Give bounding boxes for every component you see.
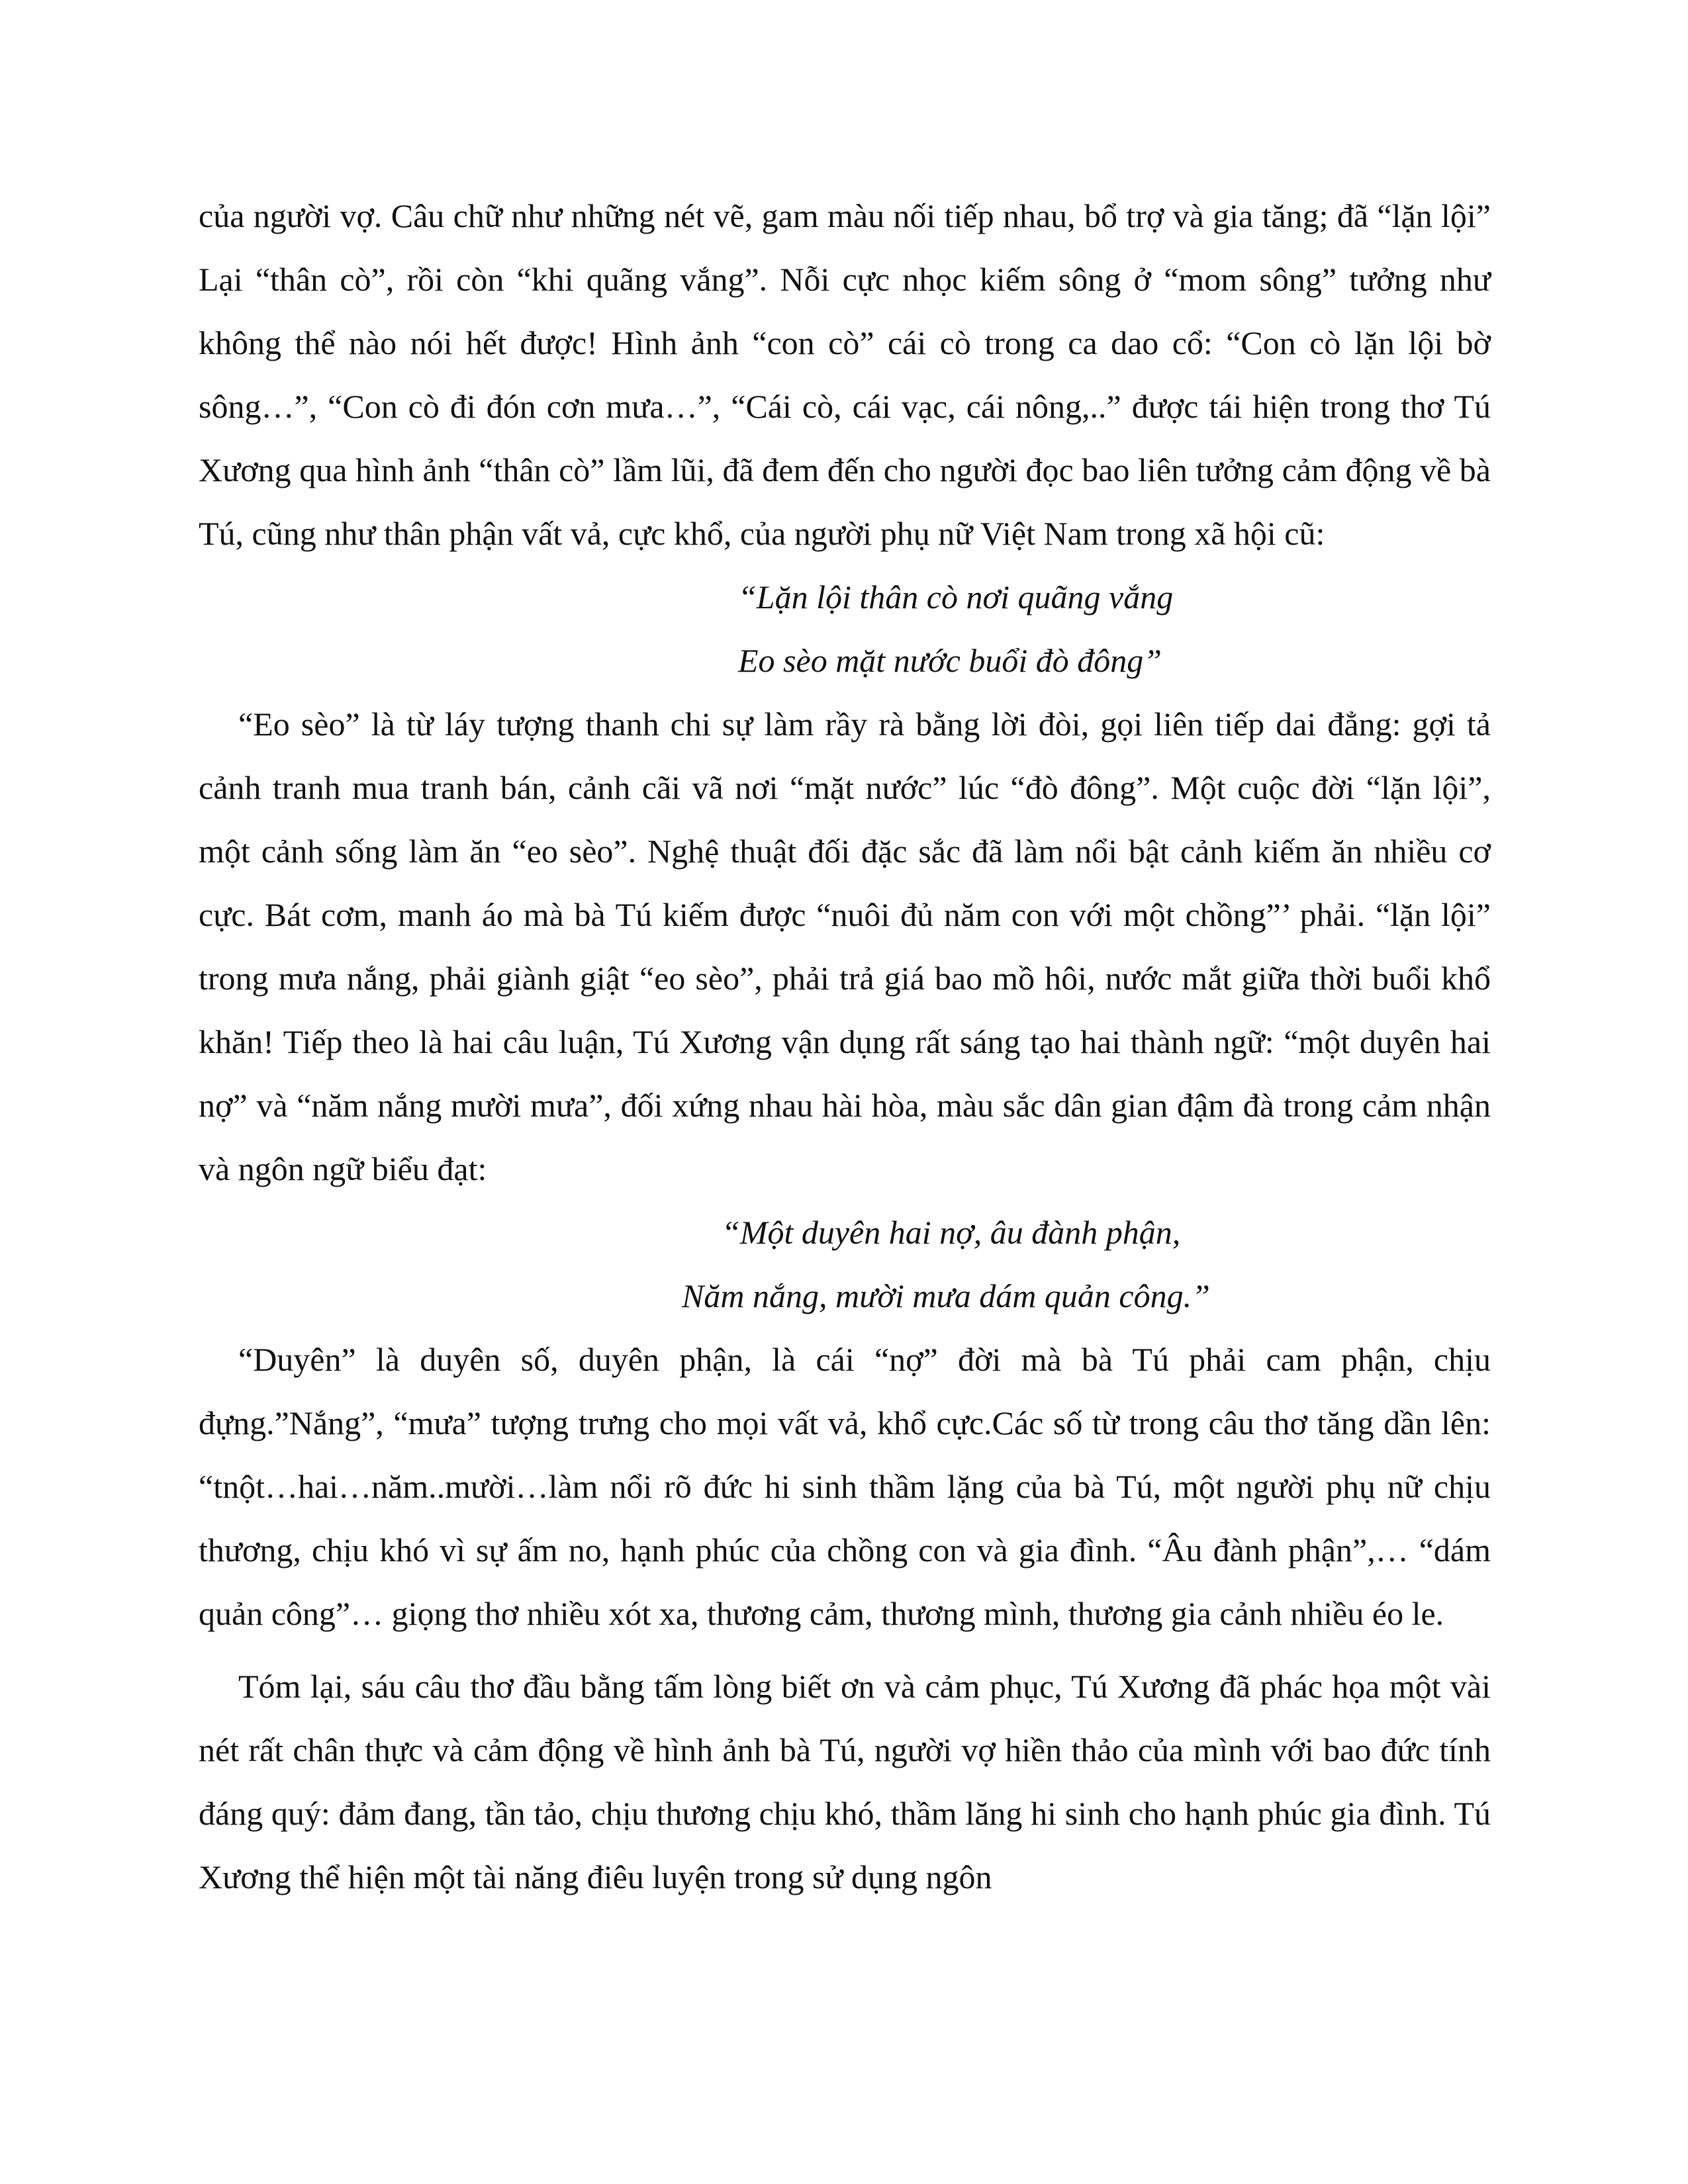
paragraph-3: “Duyên” là duyên số, duyên phận, là cái “nợ” đời mà bà Tú phải cam phận, chịu đựng.”Nắng”, “mưa” tượng trưng cho mọi vất vả, khổ cực.Các số từ trong câu thơ tăng dần lên: “tnột…hai…năm..mười…làm nổi rõ đức hi sinh thầm lặng của bà Tú, một người phụ nữ chịu thương, chịu khó vì sự ấm no, hạnh phúc của chồng con và gia đình. “Âu đành phận”,… “dám quản công”… giọng thơ nhiều xót xa, thương cảm, thương mình, thương gia cảnh nhiều éo le. bbox=[199, 1341, 1491, 1632]
verse-1-line-2: Eo sèo mặt nước buổi đò đông” bbox=[738, 642, 1162, 679]
paragraph-2: “Eo sèo” là từ láy tượng thanh chi sự làm rầy rà bằng lời đòi, gọi liên tiếp dai đẳng: gợi tả cảnh tranh mua tranh bán, cảnh cãi vã nơi “mặt nước” lúc “đò đông”. Một cuộc đời “lặn lội”, một cảnh sống làm ăn “eo sèo”. Nghệ thuật đối đặc sắc đã làm nổi bật cảnh kiếm ăn nhiều cơ cực. Bát cơm, manh áo mà bà Tú kiếm được “nuôi đủ năm con với một chồng”’ phải. “lặn lội” trong mưa nắng, phải giành giật “eo sèo”, phải trả giá bao mồ hôi, nước mắt giữa thời buổi khổ khăn! Tiếp theo là hai câu luận, Tú Xương vận dụng rất sáng tạo hai thành ngữ: “một duyên hai nợ” và “năm nắng mười mưa”, đối xứng nhau hài hòa, màu sắc dân gian đậm đà trong cảm nhận và ngôn ngữ biểu đạt: bbox=[199, 705, 1491, 1187]
verse-2-line-1: “Một duyên hai nợ, âu đành phận, bbox=[722, 1214, 1181, 1251]
verse-1-line-1: “Lặn lội thân cò nơi quãng vắng bbox=[738, 578, 1174, 615]
paragraph-4: Tóm lại, sáu câu thơ đầu bằng tấm lòng biết ơn và cảm phục, Tú Xương đã phác họa một vài nét rất chân thực và cảm động về hình ảnh bà Tú, người vợ hiền thảo của mình với bao đức tính đáng quý: đảm đang, tần tảo, chịu thương chịu khó, thầm lăng hi sinh cho hạnh phúc gia đình. Tú Xương thể hiện một tài năng điêu luyện trong sử dụng ngôn bbox=[199, 1668, 1491, 1895]
document-page bbox=[199, 184, 1491, 1909]
verse-2-line-2: Năm nắng, mười mưa dám quản công.” bbox=[682, 1277, 1210, 1314]
paragraph-1: của người vợ. Câu chữ như những nét vẽ, gam màu nối tiếp nhau, bổ trợ và gia tăng; đã “lặn lội” Lại “thân cò”, rồi còn “khi quãng vắng”. Nỗi cực nhọc kiếm sông ở “mom sông” tưởng như không thể nào nói hết được! Hình ảnh “con cò” cái cò trong ca dao cổ: “Con cò lặn lội bờ sông…”, “Con cò đi đón cơn mưa…”, “Cái cò, cái vạc, cái nông,..” được tái hiện trong thơ Tú Xương qua hình ảnh “thân cò” lầm lũi, đã đem đến cho người đọc bao liên tưởng cảm động về bà Tú, cũng như thân phận vất vả, cực khổ, của người phụ nữ Việt Nam trong xã hội cũ: bbox=[199, 197, 1491, 552]
